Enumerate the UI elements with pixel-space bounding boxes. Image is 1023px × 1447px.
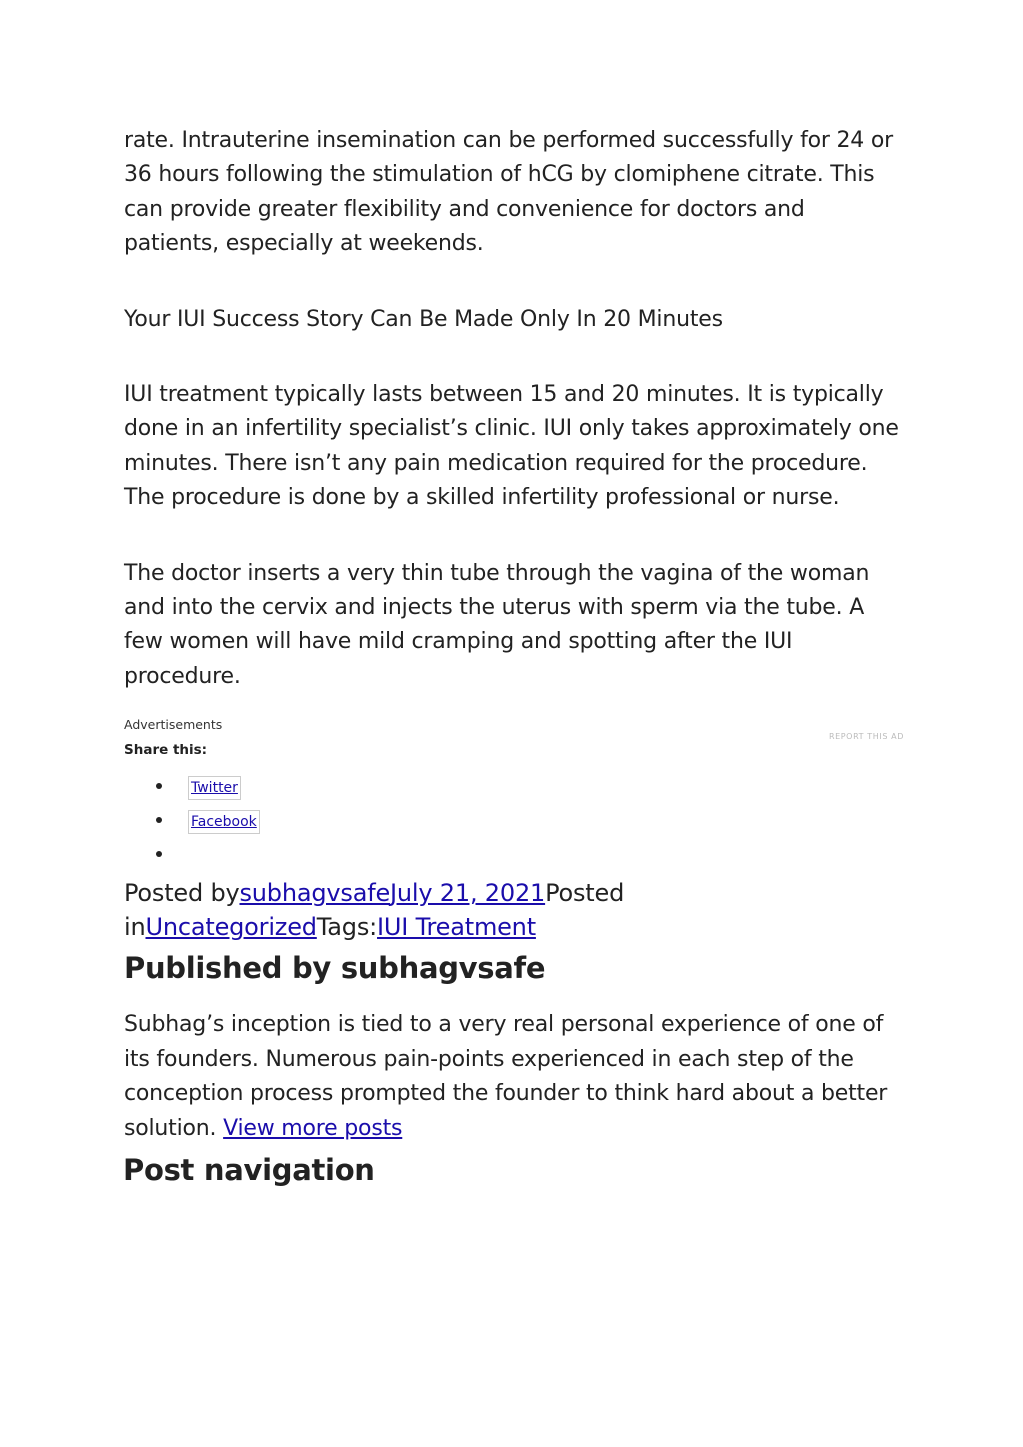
article-content	[124, 124, 904, 1190]
article-subheading: Your IUI Success Story Can Be Made Only In 20 Minutes	[124, 306, 723, 332]
tag-link[interactable]: IUI Treatment	[377, 913, 536, 942]
twitter-share-button[interactable]: Twitter	[188, 776, 241, 800]
post-navigation-heading: Post navigation	[123, 1152, 375, 1187]
author-bio-text: Subhag’s inception is tied to a very real personal experience of one of its founders. Numerous pain-points experienced in each step of the conception process prompted the founder to think hard about a better solution.	[124, 1012, 888, 1141]
author-heading: Published by subhagvsafe	[124, 951, 546, 986]
facebook-share-button[interactable]: Facebook	[188, 810, 260, 834]
bullet-icon	[156, 817, 162, 823]
post-meta	[124, 876, 904, 944]
share-item-empty	[124, 844, 904, 874]
article-paragraph: The doctor inserts a very thin tube through the vagina of the woman and into the cervix and injects the uterus with sperm via the tube. A few women will have mild cramping and spotting after the IUI procedure.	[124, 560, 870, 689]
category-link[interactable]: Uncategorized	[145, 913, 317, 942]
report-ad-link[interactable]: REPORT THIS AD	[828, 732, 904, 742]
bullet-icon	[156, 851, 162, 857]
posted-by-label: Posted by	[124, 879, 240, 908]
date-link[interactable]: July 21, 2021	[390, 879, 546, 908]
share-list	[124, 776, 904, 874]
share-item-facebook	[124, 810, 904, 844]
article-paragraph: IUI treatment typically lasts between 15 and 20 minutes. It is typically done in an infertility specialist’s clinic. IUI only takes approximately one minutes. There isn’t any pain medication required for the procedure. The procedure is done by a skilled infertility professional or nurse.	[124, 382, 899, 511]
posted-in-label: Posted in	[124, 879, 625, 942]
article-paragraph: rate. Intrauterine insemination can be performed successfully for 24 or 36 hours following the stimulation of hCG by clomiphene citrate. This can provide greater flexibility and convenience for doctors and patients, especially at weekends.	[124, 128, 894, 257]
tags-label: Tags:	[316, 913, 378, 942]
share-title: Share this:	[124, 742, 208, 759]
author-link[interactable]: subhagvsafe	[239, 879, 391, 908]
view-more-posts-link[interactable]: View more posts	[223, 1115, 403, 1141]
author-bio	[124, 1008, 904, 1146]
bullet-icon	[156, 783, 162, 789]
advertisements-label: Advertisements	[124, 717, 223, 733]
share-item-twitter	[124, 776, 904, 810]
